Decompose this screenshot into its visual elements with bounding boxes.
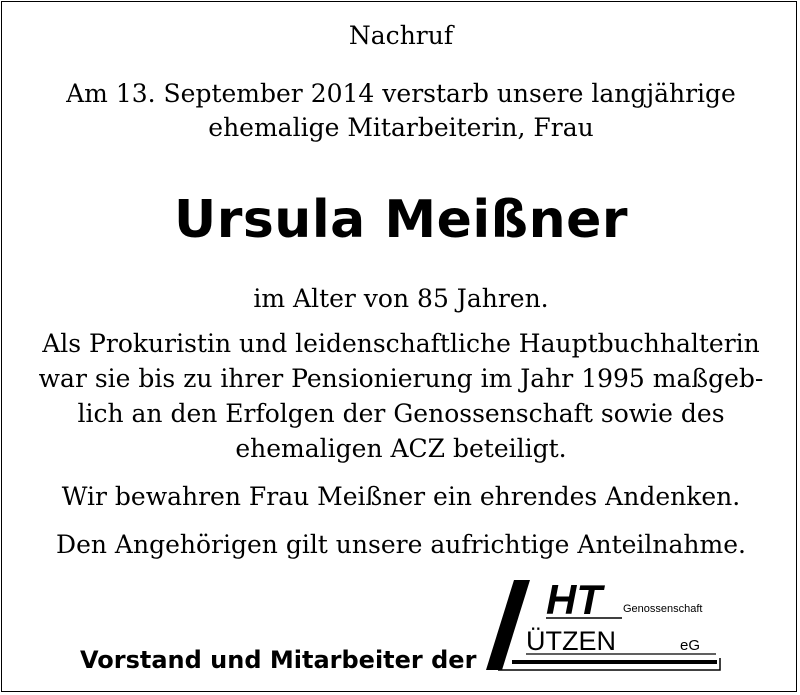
career-line-3: lich an den Erfolgen der Genossenschaft sowie des [77, 399, 725, 428]
signature-line: Vorstand und Mitarbeiter der [80, 646, 477, 674]
condolence-line: Den Angehörigen gilt unsere aufrichtige Anteilnahme. [56, 530, 746, 559]
intro-line-1: Am 13. September 2014 verstarb unsere langjährige [66, 79, 736, 108]
obituary-frame [1, 1, 797, 692]
career-line-4: ehemaligen ACZ beteiligt. [235, 434, 567, 463]
logo-ht: HT [546, 576, 602, 623]
intro-line-2: ehemalige Mitarbeiterin, Frau [208, 113, 594, 142]
logo-genossenschaft: Genossenschaft [623, 603, 703, 615]
career-line-1: Als Prokuristin und leidenschaftliche Hauptbuchhalterin [42, 329, 760, 358]
career-line-2: war sie bis zu ihrer Pensionierung im Jahr 1995 maßgeb- [38, 364, 764, 393]
company-logo [484, 574, 732, 678]
logo-eg: eG [680, 637, 701, 654]
logo-town: ÜTZEN [526, 626, 616, 656]
remembrance-line: Wir bewahren Frau Meißner ein ehrendes Andenken. [61, 482, 741, 511]
heading: Nachruf [348, 21, 454, 50]
deceased-name: Ursula Meißner [173, 190, 629, 250]
age-line: im Alter von 85 Jahren. [253, 284, 549, 313]
